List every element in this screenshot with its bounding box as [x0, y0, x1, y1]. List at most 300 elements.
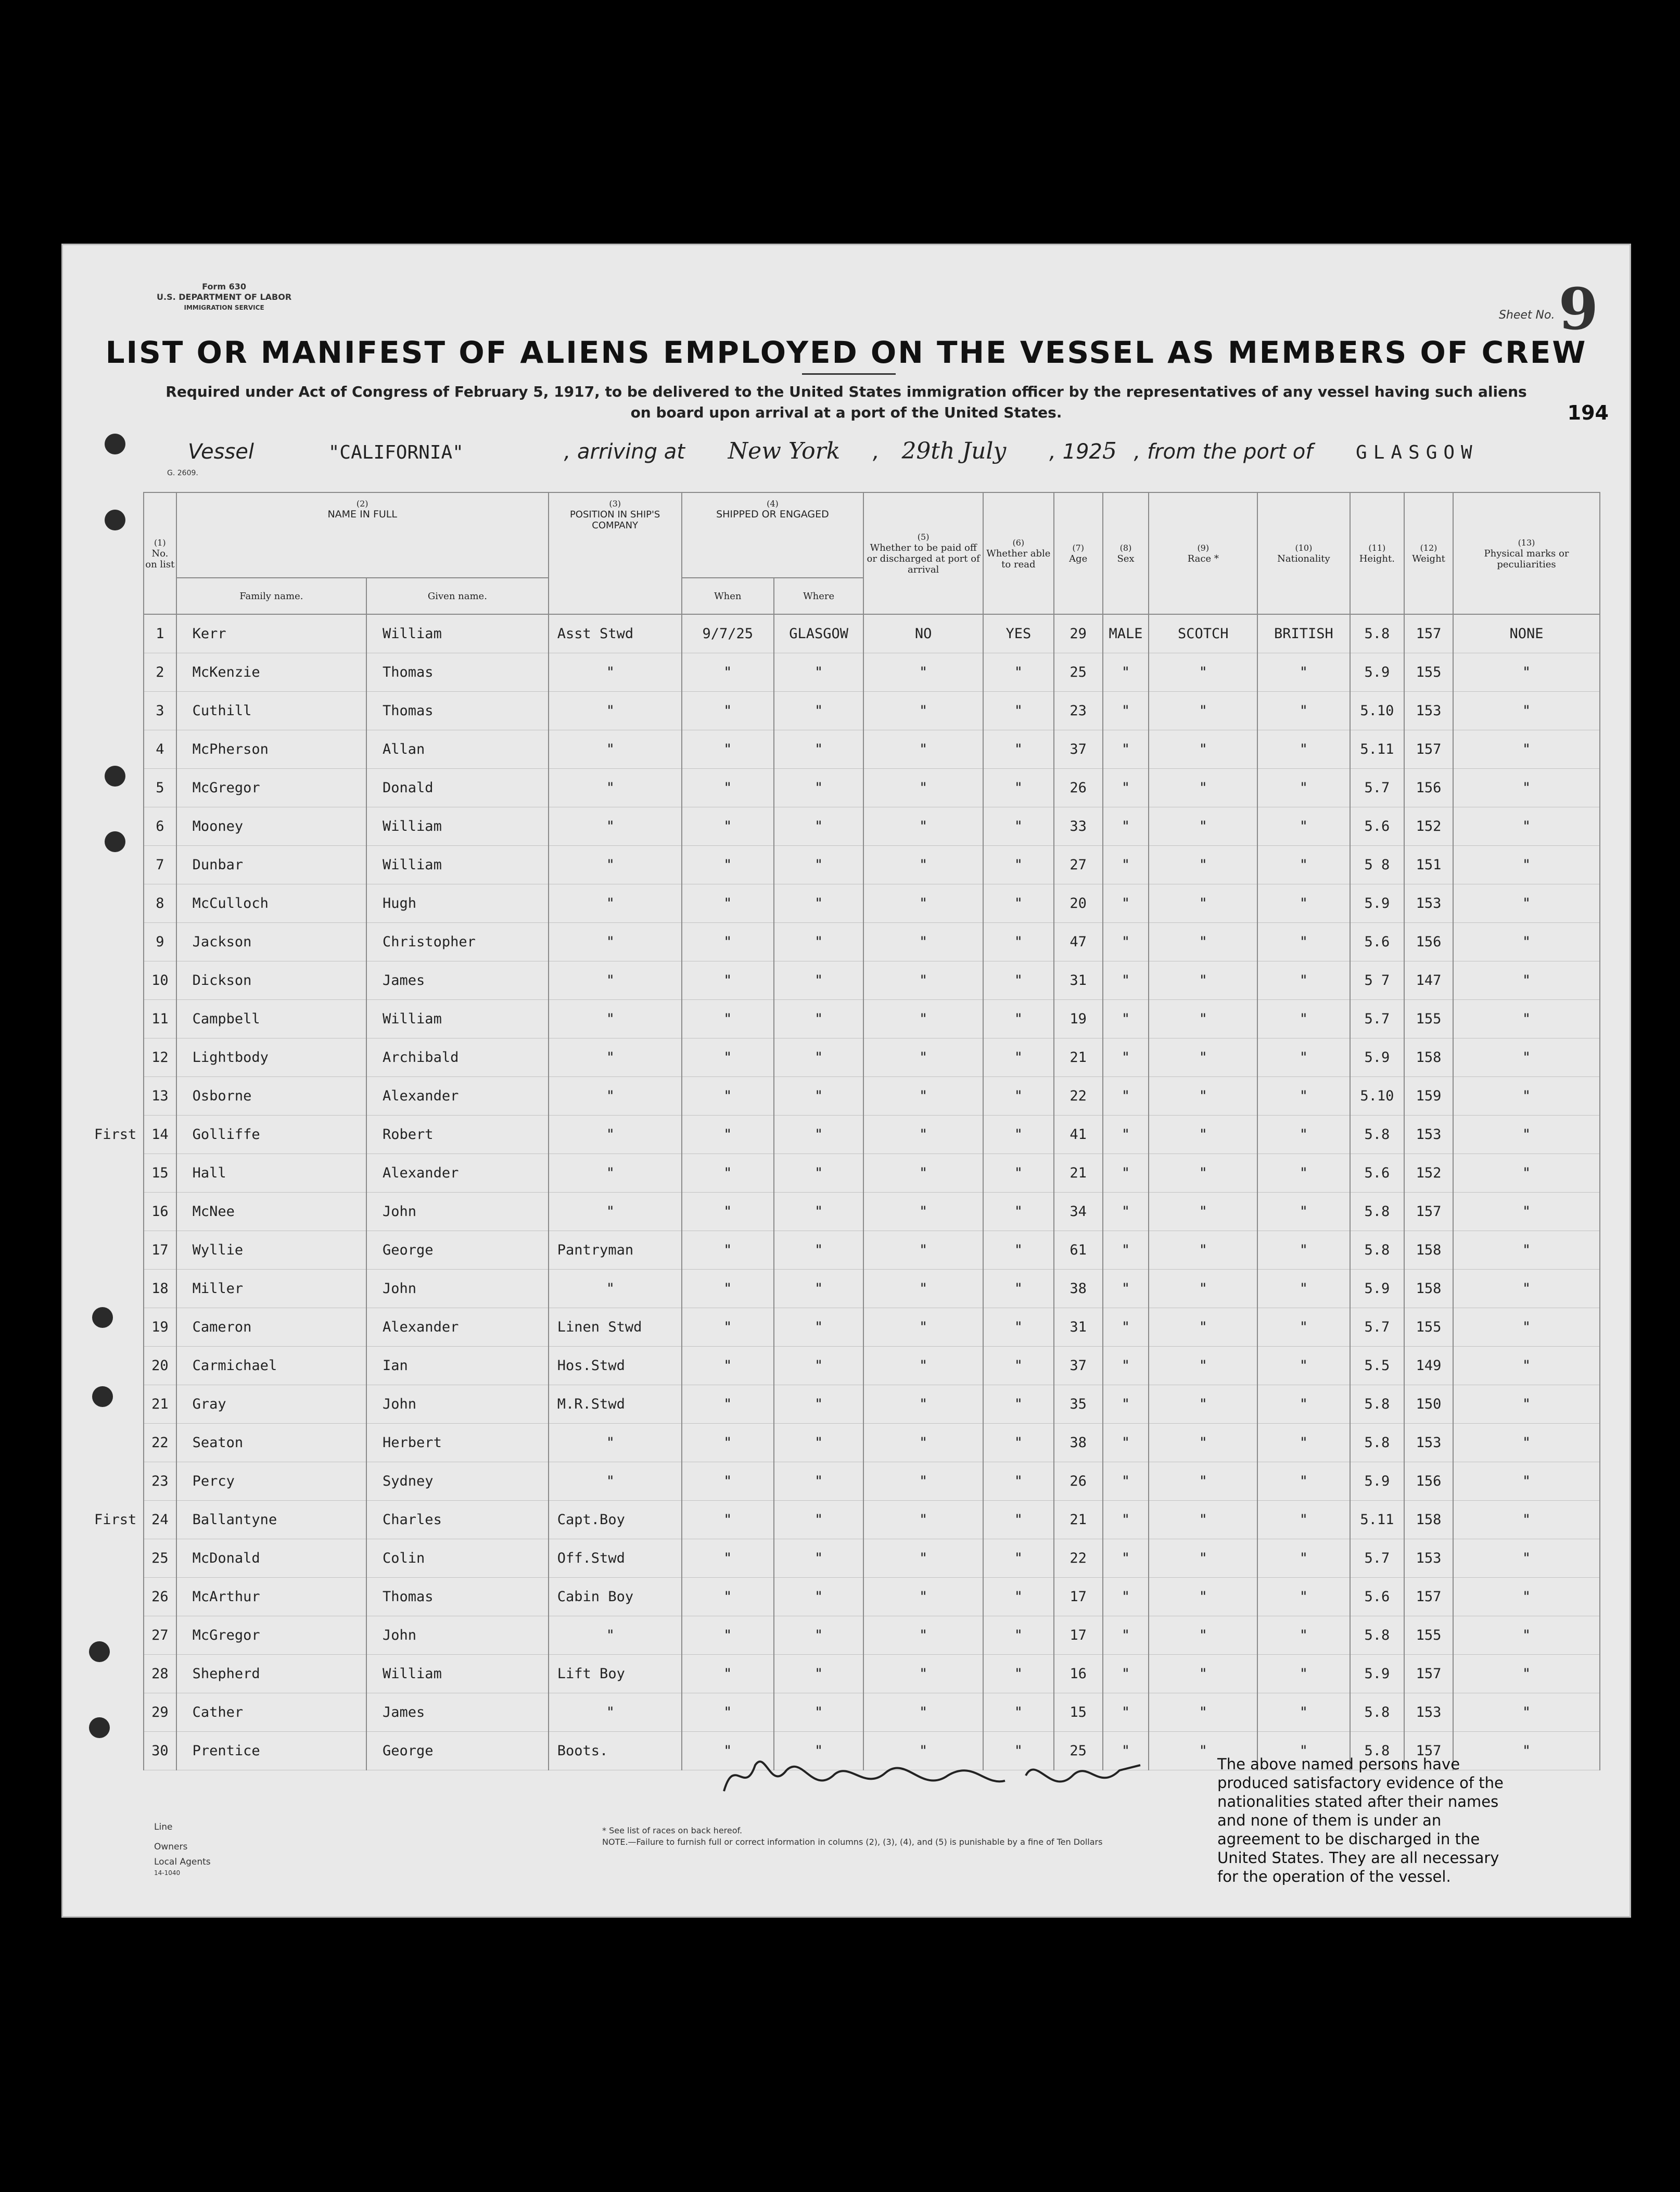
- cell-height: 5.9: [1350, 1038, 1404, 1077]
- cell-height: 5.9: [1350, 1270, 1404, 1308]
- cell-position: ": [549, 692, 682, 730]
- cell-family-name: Hall: [176, 1154, 366, 1193]
- cell-race: ": [1149, 961, 1257, 1000]
- cell-height: 5.7: [1350, 1308, 1404, 1347]
- cell-when: ": [682, 1193, 774, 1231]
- cell-when: ": [682, 1385, 774, 1424]
- cell-number: 24: [144, 1501, 176, 1539]
- cell-paid-off: ": [863, 1000, 983, 1038]
- cell-marks: ": [1453, 1501, 1600, 1539]
- cell-age: 38: [1054, 1424, 1103, 1462]
- footer-agents-label: Local Agents 14-1040: [154, 1857, 211, 1877]
- table-row: [144, 1231, 1600, 1270]
- cell-height: 5.9: [1350, 884, 1404, 923]
- table-row: [144, 846, 1600, 884]
- form-code: G. 2609.: [167, 469, 198, 477]
- cell-given-name: Ian: [366, 1347, 549, 1385]
- cell-weight: 158: [1404, 1501, 1453, 1539]
- cell-number: 27: [144, 1616, 176, 1655]
- footer-owners-label: Owners: [154, 1842, 188, 1852]
- cell-given-name: Herbert: [366, 1424, 549, 1462]
- cell-race: ": [1149, 1693, 1257, 1732]
- cell-read: ": [983, 1385, 1054, 1424]
- cell-read: ": [983, 923, 1054, 961]
- cell-sex: ": [1103, 1385, 1149, 1424]
- col-where: Where: [774, 578, 863, 614]
- cell-age: 15: [1054, 1693, 1103, 1732]
- cell-nationality: ": [1257, 923, 1350, 961]
- cell-age: 26: [1054, 1462, 1103, 1501]
- cell-weight: 151: [1404, 846, 1453, 884]
- cell-read: ": [983, 692, 1054, 730]
- cell-given-name: Charles: [366, 1501, 549, 1539]
- cell-paid-off: ": [863, 1732, 983, 1770]
- cell-where: GLASGOW: [774, 614, 863, 653]
- cell-race: ": [1149, 1655, 1257, 1693]
- cell-when: ": [682, 1231, 774, 1270]
- cell-marks: ": [1453, 961, 1600, 1000]
- cell-marks: ": [1453, 692, 1600, 730]
- cell-when: ": [682, 1116, 774, 1154]
- cell-age: 17: [1054, 1578, 1103, 1616]
- cell-nationality: ": [1257, 1385, 1350, 1424]
- cell-nationality: ": [1257, 1347, 1350, 1385]
- cell-position: ": [549, 1193, 682, 1231]
- year-label: , 192: [1049, 440, 1102, 464]
- page-title: LIST OR MANIFEST OF ALIENS EMPLOYED ON THE VESSEL AS MEMBERS OF CREW: [105, 335, 1587, 370]
- cell-given-name: William: [366, 846, 549, 884]
- cell-sex: ": [1103, 1539, 1149, 1578]
- cell-marks: NONE: [1453, 614, 1600, 653]
- cell-number: 2: [144, 653, 176, 692]
- cell-number: 10: [144, 961, 176, 1000]
- cell-race: ": [1149, 1385, 1257, 1424]
- binder-hole: [105, 766, 125, 787]
- cell-where: ": [774, 1270, 863, 1308]
- cell-paid-off: ": [863, 653, 983, 692]
- cell-sex: ": [1103, 884, 1149, 923]
- table-row: [144, 884, 1600, 923]
- cell-marks: ": [1453, 1193, 1600, 1231]
- cell-when: ": [682, 1616, 774, 1655]
- cell-race: ": [1149, 692, 1257, 730]
- sheet-number-value: 9: [1558, 275, 1598, 343]
- cell-weight: 152: [1404, 807, 1453, 846]
- cell-where: ": [774, 1693, 863, 1732]
- cell-weight: 153: [1404, 1539, 1453, 1578]
- cell-read: ": [983, 1616, 1054, 1655]
- cell-when: ": [682, 1693, 774, 1732]
- cell-marks: ": [1453, 1077, 1600, 1116]
- cell-weight: 153: [1404, 1693, 1453, 1732]
- cell-family-name: Shepherd: [176, 1655, 366, 1693]
- cell-number: 4: [144, 730, 176, 769]
- cell-family-name: McGregor: [176, 1616, 366, 1655]
- sheet-number: [1499, 275, 1598, 343]
- cell-race: ": [1149, 1038, 1257, 1077]
- vessel-label: Vessel: [188, 440, 254, 464]
- cell-paid-off: ": [863, 1539, 983, 1578]
- cell-weight: 155: [1404, 1308, 1453, 1347]
- cell-where: ": [774, 846, 863, 884]
- cell-family-name: McNee: [176, 1193, 366, 1231]
- cell-nationality: BRITISH: [1257, 614, 1350, 653]
- cell-marks: ": [1453, 653, 1600, 692]
- cell-read: ": [983, 1578, 1054, 1616]
- cell-number: 15: [144, 1154, 176, 1193]
- cell-number: 23: [144, 1462, 176, 1501]
- cell-sex: ": [1103, 1038, 1149, 1077]
- cell-height: 5.9: [1350, 653, 1404, 692]
- cell-age: 19: [1054, 1000, 1103, 1038]
- col-read: (6) Whether able to read: [983, 492, 1054, 614]
- cell-weight: 156: [1404, 769, 1453, 807]
- table-row: [144, 1270, 1600, 1308]
- cell-position: ": [549, 1154, 682, 1193]
- cell-when: ": [682, 1308, 774, 1347]
- cell-weight: 150: [1404, 1385, 1453, 1424]
- table-row: [144, 769, 1600, 807]
- cell-given-name: William: [366, 1000, 549, 1038]
- cell-age: 29: [1054, 614, 1103, 653]
- table-row: [144, 653, 1600, 692]
- cell-paid-off: ": [863, 1347, 983, 1385]
- cell-paid-off: ": [863, 769, 983, 807]
- vessel-line: Vessel "CALIFORNIA" , arriving at New York , 29th July , 1925 , from the port of GLASGOW: [188, 438, 1479, 464]
- cell-read: ": [983, 1038, 1054, 1077]
- cell-nationality: ": [1257, 1038, 1350, 1077]
- cell-nationality: ": [1257, 653, 1350, 692]
- form-header: [157, 282, 291, 313]
- cell-paid-off: ": [863, 730, 983, 769]
- cell-family-name: Prentice: [176, 1732, 366, 1770]
- cell-age: 20: [1054, 884, 1103, 923]
- cell-weight: 156: [1404, 923, 1453, 961]
- cell-weight: 155: [1404, 653, 1453, 692]
- cell-family-name: Cameron: [176, 1308, 366, 1347]
- cell-marks: ": [1453, 1000, 1600, 1038]
- table-row: [144, 807, 1600, 846]
- cell-weight: 156: [1404, 1462, 1453, 1501]
- cell-when: ": [682, 1154, 774, 1193]
- cell-where: ": [774, 1385, 863, 1424]
- table-row: [144, 1385, 1600, 1424]
- cell-race: ": [1149, 1154, 1257, 1193]
- cell-race: ": [1149, 923, 1257, 961]
- cell-nationality: ": [1257, 1308, 1350, 1347]
- margin-note: First: [94, 1511, 137, 1528]
- table-row: [144, 923, 1600, 961]
- cell-given-name: George: [366, 1732, 549, 1770]
- cell-marks: ": [1453, 1270, 1600, 1308]
- cell-given-name: Colin: [366, 1539, 549, 1578]
- cell-paid-off: ": [863, 846, 983, 884]
- footer-note: [602, 1825, 1435, 1848]
- cell-read: ": [983, 1308, 1054, 1347]
- cell-height: 5.7: [1350, 769, 1404, 807]
- col-position: (3) POSITION IN SHIP'S COMPANY: [549, 492, 682, 614]
- cell-read: ": [983, 1424, 1054, 1462]
- cell-age: 37: [1054, 1347, 1103, 1385]
- col-number: (1) No. on list: [144, 492, 176, 614]
- cell-when: ": [682, 961, 774, 1000]
- cell-race: ": [1149, 653, 1257, 692]
- cell-number: 19: [144, 1308, 176, 1347]
- cell-age: 27: [1054, 846, 1103, 884]
- cell-height: 5.8: [1350, 1193, 1404, 1231]
- cell-position: ": [549, 807, 682, 846]
- cell-height: 5.11: [1350, 1501, 1404, 1539]
- cell-position: ": [549, 961, 682, 1000]
- cell-where: ": [774, 1347, 863, 1385]
- cell-number: 5: [144, 769, 176, 807]
- col-name: (2) NAME IN FULL: [176, 492, 549, 578]
- cell-number: 6: [144, 807, 176, 846]
- cell-family-name: Wyllie: [176, 1231, 366, 1270]
- cell-race: ": [1149, 1077, 1257, 1116]
- cell-position: ": [549, 1038, 682, 1077]
- cell-given-name: Hugh: [366, 884, 549, 923]
- cell-family-name: Osborne: [176, 1077, 366, 1116]
- cell-number: 29: [144, 1693, 176, 1732]
- table-row: [144, 1000, 1600, 1038]
- cell-age: 23: [1054, 692, 1103, 730]
- binder-hole: [92, 1307, 113, 1328]
- cell-given-name: Thomas: [366, 1578, 549, 1616]
- cell-family-name: McKenzie: [176, 653, 366, 692]
- cell-position: ": [549, 730, 682, 769]
- cell-sex: ": [1103, 1424, 1149, 1462]
- cell-paid-off: ": [863, 1231, 983, 1270]
- cell-position: ": [549, 1462, 682, 1501]
- cell-weight: 157: [1404, 730, 1453, 769]
- table-row: [144, 1193, 1600, 1231]
- cell-marks: ": [1453, 1038, 1600, 1077]
- cell-position: ": [549, 884, 682, 923]
- manifest-sheet: [61, 244, 1631, 1918]
- col-given-name: Given name.: [366, 578, 549, 614]
- cell-position: ": [549, 769, 682, 807]
- cell-sex: ": [1103, 1193, 1149, 1231]
- col-weight: (12) Weight: [1404, 492, 1453, 614]
- title-underline: [802, 373, 896, 375]
- cell-sex: ": [1103, 961, 1149, 1000]
- page-number: 194: [1567, 401, 1609, 424]
- table-row: [144, 1424, 1600, 1462]
- cell-nationality: ": [1257, 846, 1350, 884]
- cell-read: ": [983, 1193, 1054, 1231]
- cell-when: ": [682, 1270, 774, 1308]
- cell-where: ": [774, 1616, 863, 1655]
- cell-marks: ": [1453, 1424, 1600, 1462]
- cell-nationality: ": [1257, 1270, 1350, 1308]
- cell-read: ": [983, 1077, 1054, 1116]
- cell-race: ": [1149, 1424, 1257, 1462]
- cell-marks: ": [1453, 769, 1600, 807]
- cell-marks: ": [1453, 1616, 1600, 1655]
- cell-marks: ": [1453, 1154, 1600, 1193]
- service-label: IMMIGRATION SERVICE: [184, 304, 264, 311]
- cell-race: ": [1149, 1193, 1257, 1231]
- cell-nationality: ": [1257, 1578, 1350, 1616]
- cell-marks: ": [1453, 846, 1600, 884]
- cell-number: 9: [144, 923, 176, 961]
- cell-nationality: ": [1257, 1231, 1350, 1270]
- cell-where: ": [774, 1000, 863, 1038]
- cell-race: SCOTCH: [1149, 614, 1257, 653]
- cell-nationality: ": [1257, 1424, 1350, 1462]
- cell-height: 5.8: [1350, 614, 1404, 653]
- cell-where: ": [774, 1732, 863, 1770]
- cell-race: ": [1149, 769, 1257, 807]
- cell-where: ": [774, 1462, 863, 1501]
- races-note: * See list of races on back hereof.: [602, 1826, 743, 1835]
- cell-paid-off: ": [863, 807, 983, 846]
- cell-given-name: Robert: [366, 1116, 549, 1154]
- cell-number: 14: [144, 1116, 176, 1154]
- from-label: , from the port of: [1134, 440, 1313, 464]
- cell-sex: ": [1103, 1616, 1149, 1655]
- cell-read: ": [983, 884, 1054, 923]
- cell-given-name: Thomas: [366, 653, 549, 692]
- cell-sex: ": [1103, 1347, 1149, 1385]
- cell-race: ": [1149, 1539, 1257, 1578]
- cell-position: ": [549, 1424, 682, 1462]
- cell-where: ": [774, 1424, 863, 1462]
- cell-weight: 152: [1404, 1154, 1453, 1193]
- table-row: [144, 1038, 1600, 1077]
- cell-paid-off: ": [863, 1655, 983, 1693]
- cell-race: ": [1149, 1732, 1257, 1770]
- cell-paid-off: ": [863, 1270, 983, 1308]
- cell-read: ": [983, 1693, 1054, 1732]
- cell-weight: 158: [1404, 1038, 1453, 1077]
- cell-age: 61: [1054, 1231, 1103, 1270]
- cell-paid-off: ": [863, 1578, 983, 1616]
- cell-where: ": [774, 1038, 863, 1077]
- cell-paid-off: ": [863, 1693, 983, 1732]
- col-paid-off: (5) Whether to be paid off or discharged at port of arrival: [863, 492, 983, 614]
- cell-height: 5.11: [1350, 730, 1404, 769]
- cell-given-name: Allan: [366, 730, 549, 769]
- cell-read: ": [983, 1000, 1054, 1038]
- cell-read: ": [983, 961, 1054, 1000]
- cell-height: 5.8: [1350, 1385, 1404, 1424]
- cell-age: 34: [1054, 1193, 1103, 1231]
- cell-where: ": [774, 1539, 863, 1578]
- cell-age: 31: [1054, 1308, 1103, 1347]
- table-row: [144, 692, 1600, 730]
- cell-height: 5.6: [1350, 923, 1404, 961]
- department-label: U.S. DEPARTMENT OF LABOR: [157, 292, 292, 302]
- cell-given-name: John: [366, 1193, 549, 1231]
- cell-when: ": [682, 730, 774, 769]
- cell-age: 16: [1054, 1655, 1103, 1693]
- cell-sex: ": [1103, 653, 1149, 692]
- cell-sex: ": [1103, 1655, 1149, 1693]
- cell-height: 5.5: [1350, 1347, 1404, 1385]
- cell-sex: ": [1103, 1270, 1149, 1308]
- page-subtitle: [63, 382, 1630, 423]
- cell-read: ": [983, 1270, 1054, 1308]
- cell-given-name: Sydney: [366, 1462, 549, 1501]
- cell-height: 5.9: [1350, 1655, 1404, 1693]
- cell-when: ": [682, 692, 774, 730]
- table-row: [144, 1154, 1600, 1193]
- cell-when: ": [682, 1578, 774, 1616]
- cell-height: 5.9: [1350, 1462, 1404, 1501]
- cell-family-name: Kerr: [176, 614, 366, 653]
- cell-marks: ": [1453, 1462, 1600, 1501]
- cell-height: 5.8: [1350, 1116, 1404, 1154]
- cell-sex: ": [1103, 692, 1149, 730]
- cell-family-name: McPherson: [176, 730, 366, 769]
- table-row: [144, 1116, 1600, 1154]
- cell-position: Hos.Stwd: [549, 1347, 682, 1385]
- col-race: (9) Race *: [1149, 492, 1257, 614]
- footer-labels: [154, 1817, 211, 1878]
- cell-height: 5.6: [1350, 1154, 1404, 1193]
- cell-paid-off: ": [863, 961, 983, 1000]
- cell-position: ": [549, 846, 682, 884]
- cell-race: ": [1149, 1308, 1257, 1347]
- footer-line-label: Line: [154, 1822, 173, 1832]
- cell-weight: 157: [1404, 1578, 1453, 1616]
- cell-where: ": [774, 884, 863, 923]
- cell-read: ": [983, 1462, 1054, 1501]
- cell-height: 5.6: [1350, 807, 1404, 846]
- cell-nationality: ": [1257, 1462, 1350, 1501]
- cell-read: ": [983, 730, 1054, 769]
- cell-where: ": [774, 730, 863, 769]
- year-digit: 5: [1102, 438, 1117, 464]
- col-nationality: (10) Nationality: [1257, 492, 1350, 614]
- cell-number: 28: [144, 1655, 176, 1693]
- cell-nationality: ": [1257, 1000, 1350, 1038]
- cell-race: ": [1149, 1231, 1257, 1270]
- cell-weight: 153: [1404, 1424, 1453, 1462]
- cell-position: ": [549, 1616, 682, 1655]
- cell-age: 37: [1054, 730, 1103, 769]
- cell-marks: ": [1453, 1732, 1600, 1770]
- cell-marks: ": [1453, 730, 1600, 769]
- cell-height: 5.10: [1350, 1077, 1404, 1116]
- form-number: Form 630: [202, 282, 246, 292]
- col-family-name: Family name.: [176, 578, 366, 614]
- cell-where: ": [774, 923, 863, 961]
- cell-position: ": [549, 1077, 682, 1116]
- cell-marks: ": [1453, 1231, 1600, 1270]
- cell-when: ": [682, 1501, 774, 1539]
- cell-sex: MALE: [1103, 614, 1149, 653]
- cell-height: 5.8: [1350, 1693, 1404, 1732]
- cell-race: ": [1149, 730, 1257, 769]
- subtitle-line2: on board upon arrival at a port of the United States.: [630, 404, 1062, 421]
- cell-number: 7: [144, 846, 176, 884]
- cell-position: ": [549, 653, 682, 692]
- cell-given-name: James: [366, 961, 549, 1000]
- cell-given-name: Christopher: [366, 923, 549, 961]
- col-height: (11) Height.: [1350, 492, 1404, 614]
- cell-family-name: Miller: [176, 1270, 366, 1308]
- cell-read: ": [983, 1732, 1054, 1770]
- table-row: [144, 961, 1600, 1000]
- cell-given-name: George: [366, 1231, 549, 1270]
- cell-weight: 157: [1404, 1193, 1453, 1231]
- cell-number: 30: [144, 1732, 176, 1770]
- cell-age: 22: [1054, 1539, 1103, 1578]
- cell-height: 5 7: [1350, 961, 1404, 1000]
